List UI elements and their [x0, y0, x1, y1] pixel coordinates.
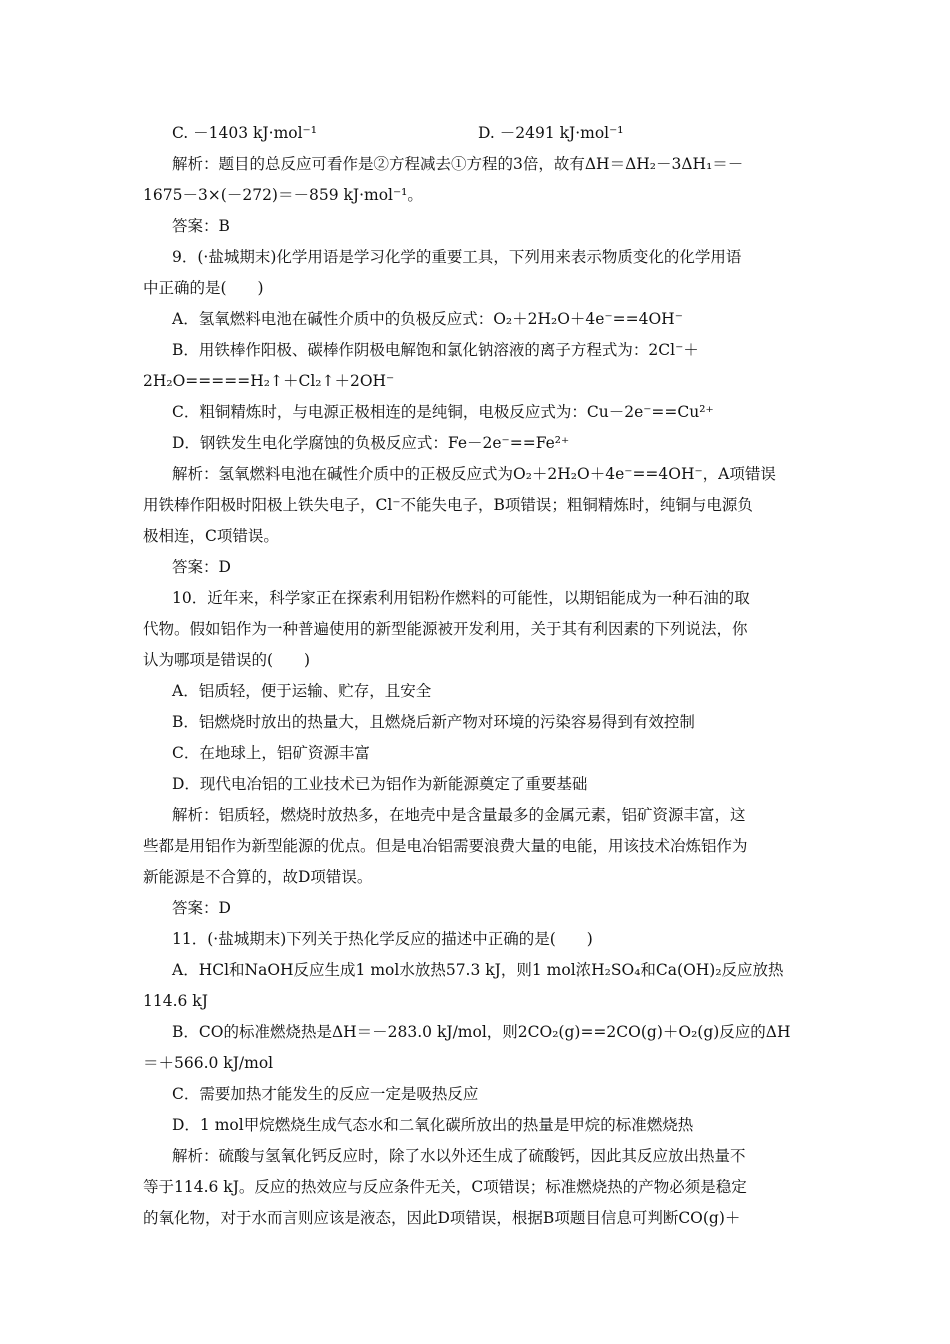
analysis-10-line-1: 解析：铝质轻，燃烧时放热多，在地壳中是含量最多的金属元素，铝矿资源丰富，这 — [172, 806, 746, 824]
answer-10: 答案：D — [172, 899, 231, 917]
analysis-8-line-2: 1675－3×(－272)＝－859 kJ·mol⁻¹。 — [143, 186, 423, 204]
question-10-line-3: 认为哪项是错误的( ) — [143, 651, 311, 669]
q10-option-d: D．现代电冶铝的工业技术已为铝作为新能源奠定了重要基础 — [172, 775, 588, 793]
q11-option-c: C．需要加热才能发生的反应一定是吸热反应 — [172, 1085, 479, 1103]
q9-option-b-line-1: B．用铁棒作阳极、碳棒作阴极电解饱和氯化钠溶液的离子方程式为：2Cl⁻＋ — [172, 341, 699, 359]
q10-option-a: A．铝质轻，便于运输、贮存，且安全 — [172, 682, 432, 700]
analysis-11-line-3: 的氧化物，对于水而言则应该是液态，因此D项错误，根据B项题目信息可判断CO(g)＋ — [143, 1209, 741, 1227]
q9-option-b-line-2: 2H₂O=====H₂↑＋Cl₂↑＋2OH⁻ — [143, 372, 395, 390]
analysis-8-line-1: 解析：题目的总反应可看作是②方程减去①方程的3倍，故有ΔH＝ΔH₂－3ΔH₁＝－ — [172, 155, 744, 173]
analysis-10-line-3: 新能源是不合算的，故D项错误。 — [143, 868, 373, 886]
q10-option-c: C．在地球上，铝矿资源丰富 — [172, 744, 370, 762]
analysis-9-line-1: 解析：氢氧燃料电池在碱性介质中的正极反应式为O₂＋2H₂O＋4e⁻==4OH⁻，A项错误 — [172, 465, 776, 483]
option-d-prev: D. －2491 kJ·mol⁻¹ — [478, 124, 624, 142]
q9-option-a: A．氢氧燃料电池在碱性介质中的负极反应式：O₂＋2H₂O＋4e⁻==4OH⁻ — [172, 310, 683, 328]
analysis-11-line-1: 解析：硫酸与氢氧化钙反应时，除了水以外还生成了硫酸钙，因此其反应放出热量不 — [172, 1147, 746, 1165]
question-9-line-1: 9．(·盐城期末)化学用语是学习化学的重要工具，下列用来表示物质变化的化学用语 — [172, 248, 742, 266]
analysis-9-line-3: 极相连，C项错误。 — [143, 527, 279, 545]
q10-option-b: B．铝燃烧时放出的热量大，且燃烧后新产物对环境的污染容易得到有效控制 — [172, 713, 695, 731]
question-11: 11．(·盐城期末)下列关于热化学反应的描述中正确的是( ) — [172, 930, 593, 948]
q9-option-d: D．钢铁发生电化学腐蚀的负极反应式：Fe－2e⁻==Fe²⁺ — [172, 434, 570, 452]
question-10-line-1: 10．近年来，科学家正在探索利用铝粉作燃料的可能性，以期铝能成为一种石油的取 — [172, 589, 750, 607]
option-c-prev: C. －1403 kJ·mol⁻¹ — [172, 124, 317, 142]
q9-option-c: C．粗铜精炼时，与电源正极相连的是纯铜，电极反应式为：Cu－2e⁻==Cu²⁺ — [172, 403, 714, 421]
q11-option-b-line-2: ＝＋566.0 kJ/mol — [143, 1054, 274, 1072]
answer-8: 答案：B — [172, 217, 230, 235]
analysis-11-line-2: 等于114.6 kJ。反应的热效应与反应条件无关，C项错误；标准燃烧热的产物必须是稳定 — [143, 1178, 747, 1196]
answer-9: 答案：D — [172, 558, 231, 576]
q11-option-a-line-2: 114.6 kJ — [143, 992, 208, 1010]
question-10-line-2: 代物。假如铝作为一种普遍使用的新型能源被开发利用，关于其有利因素的下列说法，你 — [143, 620, 748, 638]
analysis-10-line-2: 些都是用铝作为新型能源的优点。但是电冶铝需要浪费大量的电能，用该技术冶炼铝作为 — [143, 837, 748, 855]
question-9-line-2: 中正确的是( ) — [143, 279, 264, 297]
analysis-9-line-2: 用铁棒作阳极时阳极上铁失电子，Cl⁻不能失电子，B项错误；粗铜精炼时，纯铜与电源负 — [143, 496, 753, 514]
q11-option-d: D．1 mol甲烷燃烧生成气态水和二氧化碳所放出的热量是甲烷的标准燃烧热 — [172, 1116, 694, 1134]
q11-option-a-line-1: A．HCl和NaOH反应生成1 mol水放热57.3 kJ，则1 mol浓H₂SO₄和Ca(OH)₂反应放热 — [172, 961, 784, 979]
q11-option-b-line-1: B．CO的标准燃烧热是ΔH＝－283.0 kJ/mol，则2CO₂(g)==2CO(g)＋O₂(g)反应的ΔH — [172, 1023, 791, 1041]
